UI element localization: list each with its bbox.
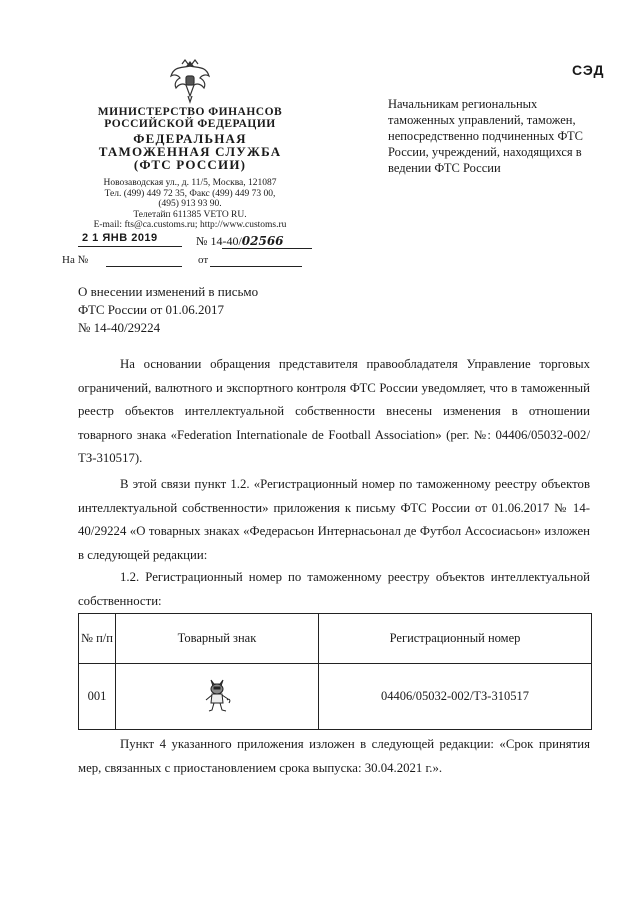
- body-paragraph-3: 1.2. Регистрационный номер по таможенному реестру объектов интеллектуальной собственности:: [78, 570, 590, 608]
- handwritten-number: 02566: [241, 234, 284, 248]
- address-line: E-mail: fts@ca.customs.ru; http://www.customs.ru: [93, 220, 287, 230]
- header-cell-number: № п/п: [79, 614, 116, 664]
- ministry-name: [56, 106, 324, 130]
- address-line: Новозаводская ул., д. 11/5, Москва, 121087: [103, 178, 277, 188]
- header-cell-mark: Товарный знак: [116, 614, 319, 664]
- address-line: (495) 913 93 90.: [158, 199, 222, 209]
- service-name: [56, 132, 324, 171]
- subject-line: О внесении изменений в письмо: [78, 284, 259, 299]
- wolf-mascot-icon: [202, 676, 232, 714]
- header-cell-reg-number: Регистрационный номер: [319, 614, 592, 664]
- registration-number: [196, 234, 284, 249]
- ref-from-label: от: [198, 254, 209, 266]
- number-prefix: № 14-40/: [196, 234, 242, 248]
- ministry-line: РОССИЙСКОЙ ФЕДЕРАЦИИ: [104, 118, 276, 130]
- number-underline: [222, 248, 312, 249]
- subject-line: № 14-40/29224: [78, 320, 161, 335]
- body-paragraph-4: Пункт 4 указанного приложения изложен в следующей редакции: «Срок принятия мер, связанных с приостановлением срока выпуска: 30.04.2021 г.».: [78, 737, 590, 775]
- russian-coat-of-arms-icon: [168, 56, 212, 104]
- registration-date: 2 1 ЯНВ 2019: [82, 232, 158, 244]
- ref-label: На №: [62, 254, 89, 266]
- addressee-block: Начальникам региональных таможенных управлений, таможен, непосредственно подчиненных ФТС России, учреждений, находящихся в ведении ФТС России: [388, 97, 584, 175]
- address-line: Телетайп 611385 VETO RU.: [133, 209, 247, 220]
- address-line: Тел. (499) 449 72 35, Факс (499) 449 73 00,: [104, 188, 276, 199]
- table-header-row: [79, 614, 592, 664]
- trademark-table: [78, 613, 592, 730]
- letter-subject: [78, 283, 318, 337]
- contact-address: [56, 178, 324, 231]
- reference-line: [62, 254, 322, 266]
- ministry-line: МИНИСТЕРСТВО ФИНАНСОВ: [97, 106, 283, 118]
- ref-date-underline: [210, 266, 302, 267]
- cell-number: 001: [79, 664, 116, 730]
- body-paragraph-2: В этой связи пункт 1.2. «Регистрационный номер по таможенному реестру объектов интеллектуальной собственности» приложения к письму ФТС России от 01.06.2017 № 14-40/29224 «О товарных знаках «Федерасьон Интернасьонал де Футбол Ассосиасьон» изложен в следующей редакции:: [78, 477, 590, 562]
- sed-stamp: СЭД: [572, 62, 605, 78]
- subject-line: ФТС России от 01.06.2017: [78, 302, 225, 317]
- service-line: (ФТС РОССИИ): [133, 157, 247, 172]
- date-underline: [78, 246, 182, 247]
- ref-number-underline: [106, 266, 182, 267]
- body-paragraph-1: На основании обращения представителя правообладателя Управление торговых ограничений, валютного и экспортного контроля ФТС России уведомляет, что в таможенный реестр объектов интеллектуальной собственности внесены изменения в отношении товарного знака «Federation Internationale de Football Association» (рег. №: 04406/05032-002/ТЗ-310517).: [78, 357, 590, 465]
- service-line: ТАМОЖЕННАЯ СЛУЖБА: [98, 144, 282, 159]
- cell-reg-number: 04406/05032-002/ТЗ-310517: [319, 664, 592, 730]
- service-line: ФЕДЕРАЛЬНАЯ: [133, 131, 247, 146]
- cell-mark: [116, 664, 319, 730]
- table-row: [79, 664, 592, 730]
